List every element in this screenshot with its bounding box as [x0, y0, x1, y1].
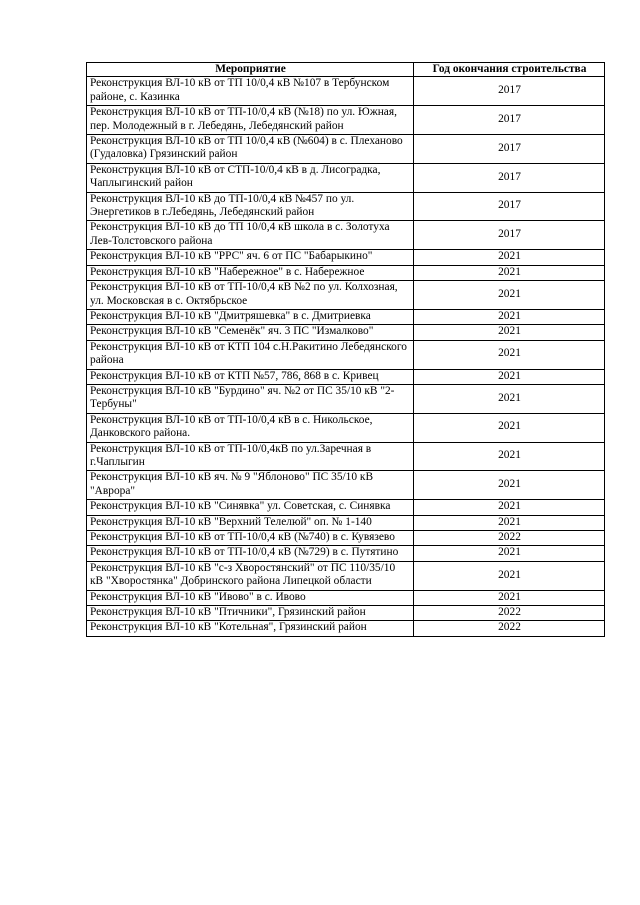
event-name-cell: Реконструкция ВЛ-10 кВ "Ивово" в с. Ивово: [87, 590, 414, 605]
completion-year-cell: 2021: [414, 471, 605, 500]
table-row: [87, 340, 605, 369]
completion-year-cell: 2021: [414, 265, 605, 280]
table-row: [87, 590, 605, 605]
completion-year-cell: 2021: [414, 369, 605, 384]
completion-year-cell: 2021: [414, 546, 605, 561]
table-row: [87, 500, 605, 515]
event-name-cell: Реконструкция ВЛ-10 кВ от СТП-10/0,4 кВ в д. Лисоградка, Чаплыгинский район: [87, 163, 414, 192]
completion-year-cell: 2021: [414, 515, 605, 530]
event-name-cell: Реконструкция ВЛ-10 кВ от ТП-10/0,4кВ по ул.Заречная в г.Чаплыгин: [87, 442, 414, 471]
completion-year-cell: 2021: [414, 340, 605, 369]
event-name-cell: Реконструкция ВЛ-10 кВ "Семенёк" яч. 3 ПС "Измалково": [87, 325, 414, 340]
completion-year-cell: 2017: [414, 221, 605, 250]
table-row: [87, 546, 605, 561]
event-name-cell: Реконструкция ВЛ-10 кВ от ТП-10/0,4 кВ №2 по ул. Колхозная, ул. Московская в с. Октябрьское: [87, 281, 414, 310]
completion-year-cell: 2021: [414, 442, 605, 471]
completion-year-cell: 2017: [414, 192, 605, 221]
header-year: Год окончания строительства: [414, 63, 605, 77]
completion-year-cell: 2022: [414, 531, 605, 546]
event-name-cell: Реконструкция ВЛ-10 кВ от ТП 10/0,4 кВ (№604) в с. Плеханово (Гудаловка) Грязинский район: [87, 135, 414, 164]
event-name-cell: Реконструкция ВЛ-10 кВ от КТП 104 с.Н.Ракитино Лебедянского района: [87, 340, 414, 369]
event-name-cell: Реконструкция ВЛ-10 кВ от КТП №57, 786, 868 в с. Кривец: [87, 369, 414, 384]
table-header-row: [87, 63, 605, 77]
event-name-cell: Реконструкция ВЛ-10 кВ яч. № 9 "Яблоново" ПС 35/10 кВ "Аврора": [87, 471, 414, 500]
table-row: [87, 281, 605, 310]
completion-year-cell: 2021: [414, 413, 605, 442]
table-row: [87, 77, 605, 106]
event-name-cell: Реконструкция ВЛ-10 кВ "Верхний Телелюй" оп. № 1-140: [87, 515, 414, 530]
completion-year-cell: 2021: [414, 500, 605, 515]
completion-year-cell: 2017: [414, 106, 605, 135]
event-name-cell: Реконструкция ВЛ-10 кВ от ТП-10/0,4 кВ (№740) в с. Кувязево: [87, 531, 414, 546]
completion-year-cell: 2017: [414, 163, 605, 192]
table-body: [87, 77, 605, 636]
table-row: [87, 135, 605, 164]
table-row: [87, 163, 605, 192]
completion-year-cell: 2021: [414, 561, 605, 590]
table-row: [87, 515, 605, 530]
completion-year-cell: 2022: [414, 621, 605, 636]
table-row: [87, 325, 605, 340]
table-row: [87, 621, 605, 636]
event-name-cell: Реконструкция ВЛ-10 кВ "Набережное" в с. Набережное: [87, 265, 414, 280]
table-row: [87, 250, 605, 265]
events-table: [86, 62, 605, 637]
event-name-cell: Реконструкция ВЛ-10 кВ до ТП 10/0,4 кВ школа в с. Золотуха Лев-Толстовского района: [87, 221, 414, 250]
completion-year-cell: 2021: [414, 309, 605, 324]
table-row: [87, 384, 605, 413]
completion-year-cell: 2022: [414, 606, 605, 621]
table-row: [87, 442, 605, 471]
event-name-cell: Реконструкция ВЛ-10 кВ "Дмитряшевка" в с. Дмитриевка: [87, 309, 414, 324]
completion-year-cell: 2021: [414, 590, 605, 605]
completion-year-cell: 2021: [414, 384, 605, 413]
table-row: [87, 531, 605, 546]
event-name-cell: Реконструкция ВЛ-10 кВ "Синявка" ул. Советская, с. Синявка: [87, 500, 414, 515]
event-name-cell: Реконструкция ВЛ-10 кВ "РРС" яч. 6 от ПС "Бабарыкино": [87, 250, 414, 265]
event-name-cell: Реконструкция ВЛ-10 кВ до ТП-10/0,4 кВ №457 по ул. Энергетиков в г.Лебедянь, Лебедянский район: [87, 192, 414, 221]
table-row: [87, 413, 605, 442]
table-row: [87, 309, 605, 324]
header-event: Мероприятие: [87, 63, 414, 77]
completion-year-cell: 2021: [414, 325, 605, 340]
table-row: [87, 369, 605, 384]
event-name-cell: Реконструкция ВЛ-10 кВ от ТП-10/0,4 кВ (№729) в с. Путятино: [87, 546, 414, 561]
event-name-cell: Реконструкция ВЛ-10 кВ "Бурдино" яч. №2 от ПС 35/10 кВ "2-Тербуны": [87, 384, 414, 413]
event-name-cell: Реконструкция ВЛ-10 кВ от ТП-10/0,4 кВ (№18) по ул. Южная, пер. Молодежный в г. Лебедянь, Лебедянский район: [87, 106, 414, 135]
event-name-cell: Реконструкция ВЛ-10 кВ "с-з Хворостянский" от ПС 110/35/10 кВ "Хворостянка" Добринского района Липецкой области: [87, 561, 414, 590]
event-name-cell: Реконструкция ВЛ-10 кВ "Птичники", Грязинский район: [87, 606, 414, 621]
table-row: [87, 471, 605, 500]
completion-year-cell: 2021: [414, 281, 605, 310]
event-name-cell: Реконструкция ВЛ-10 кВ "Котельная", Грязинский район: [87, 621, 414, 636]
completion-year-cell: 2017: [414, 135, 605, 164]
document-page: [86, 62, 604, 637]
table-row: [87, 192, 605, 221]
table-row: [87, 265, 605, 280]
event-name-cell: Реконструкция ВЛ-10 кВ от ТП-10/0,4 кВ в с. Никольское, Данковского района.: [87, 413, 414, 442]
table-row: [87, 561, 605, 590]
completion-year-cell: 2017: [414, 77, 605, 106]
event-name-cell: Реконструкция ВЛ-10 кВ от ТП 10/0,4 кВ №107 в Тербунском районе, с. Казинка: [87, 77, 414, 106]
table-row: [87, 106, 605, 135]
table-row: [87, 606, 605, 621]
table-row: [87, 221, 605, 250]
completion-year-cell: 2021: [414, 250, 605, 265]
